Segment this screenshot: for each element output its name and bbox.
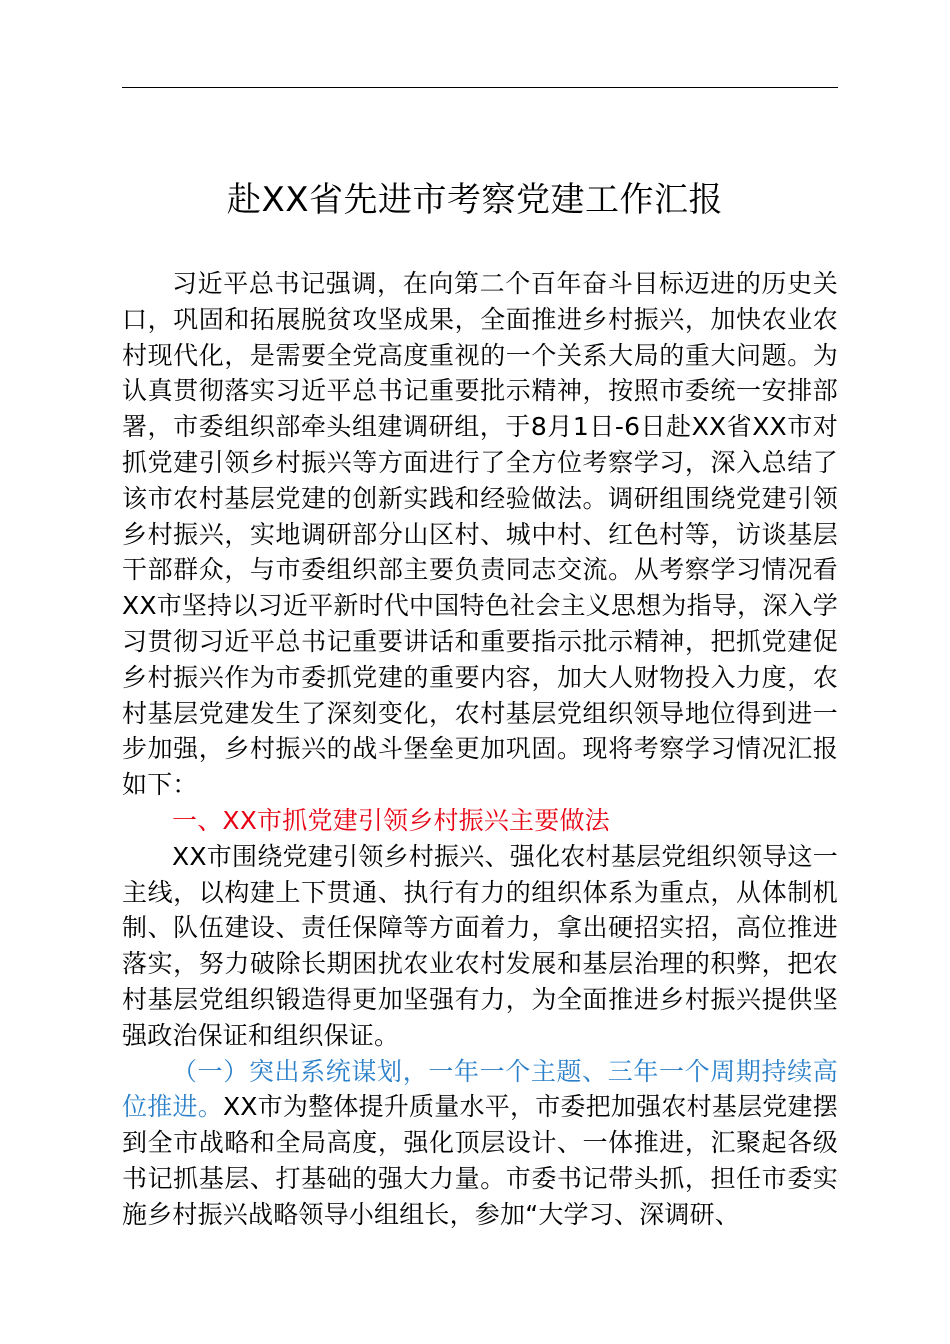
intro-paragraph: 习近平总书记强调，在向第二个百年奋斗目标迈进的历史关口，巩固和拓展脱贫攻坚成果，全面推进乡村振兴，加快农业农村现代化，是需要全党高度重视的一个关系大局的重大问题。为认真贯彻落实习近平总书记重要批示精神，按照市委统一安排部署，市委组织部牵头组建调研组，于8月1日-6日赴XX省XX市对抓党建引领乡村振兴等方面进行了全方位考察学习，深入总结了该市农村基层党建的创新实践和经验做法。调研组围绕党建引领乡村振兴，实地调研部分山区村、城中村、红色村等，访谈基层干部群众，与市委组织部主要负责同志交流。从考察学习情况看XX市坚持以习近平新时代中国特色社会主义思想为指导，深入学习贯彻习近平总书记重要讲话和重要指示批示精神，把抓党建促乡村振兴作为市委抓党建的重要内容，加大人财物投入力度，农村基层党建发生了深刻变化，农村基层党组织领导地位得到进一步加强，乡村振兴的战斗堡垒更加巩固。现将考察学习情况汇报如下： [122,269,838,800]
subsection-1-paragraph [122,1054,838,1233]
document-title: 赴XX省先进市考察党建工作汇报 [226,180,724,220]
section-1-paragraph: XX市围绕党建引领乡村振兴、强化农村基层党组织领导这一主线，以构建上下贯通、执行有力的组织体系为重点，从体制机制、队伍建设、责任保障等方面着力，拿出硬招实招，高位推进落实，努力破除长期困扰农业农村发展和基层治理的积弊，把农村基层党组织锻造得更加坚强有力，为全面推进乡村振兴提供坚强政治保证和组织保证。 [122,841,838,1050]
subsection-heading-1: （一）突出系统谋划，一年一个主题、三年一个周期持续高位推进。 [122,1056,838,1122]
subsection-1-text: XX市为整体提升质量水平，市委把加强农村基层党建摆到全市战略和全局高度，强化顶层设计、一体推进，汇聚起各级书记抓基层、打基础的强大力量。市委书记带头抓，担任市委实施乡村振兴战略领导小组组长，参加“大学习、深调研、 [122,1092,838,1229]
header-rule [122,87,838,88]
document-body [122,266,838,1233]
section-heading-1: 一、XX市抓党建引领乡村振兴主要做法 [172,805,610,835]
